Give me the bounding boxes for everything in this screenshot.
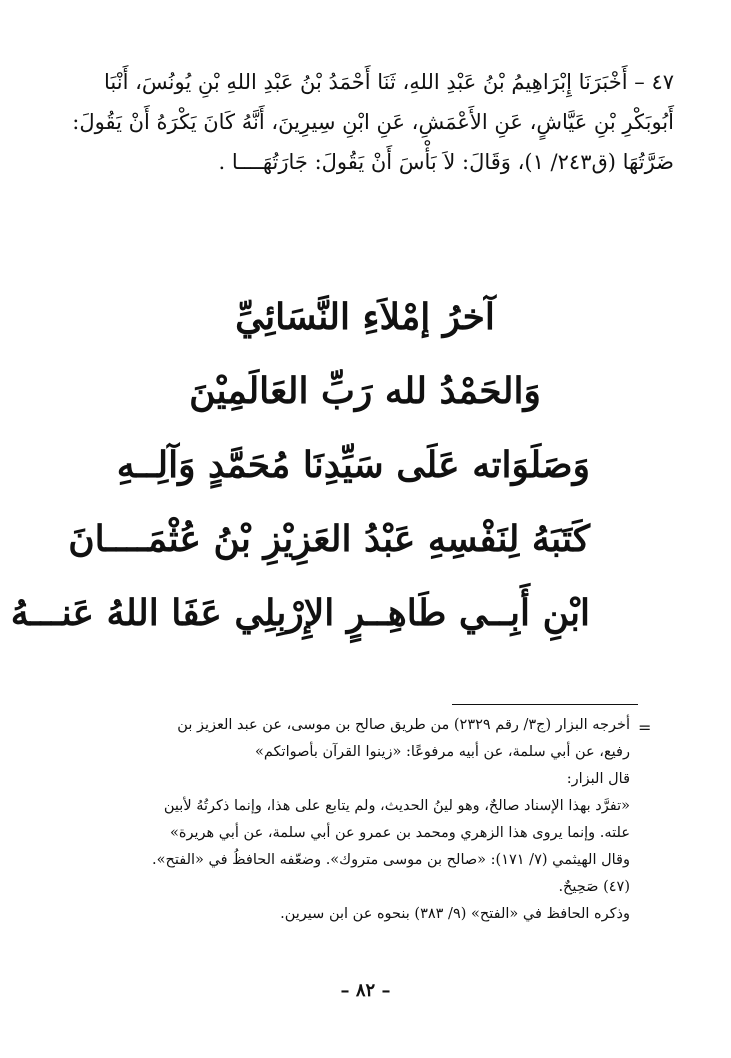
hadith-line-2: أَبُوبَكْرِ بْنِ عَيَّاشٍ، عَنِ الأَعْمَشِ، عَنِ ابْنِ سِيرِينَ، أَنَّهُ كَانَ يَكْرَهُ أَنْ يَقُولَ: (72, 110, 674, 134)
hadith-47-text (62, 62, 674, 182)
footnote-line: قال البزار: (566, 771, 630, 787)
colophon-line-1: آخرُ إمْلاَءِ النَّسَائِيِّ (235, 296, 495, 338)
footnote-line: وقال الهيثمي (٧/ ١٧١): «صالح بن موسى متروك». وضعّفه الحافظُ في «الفتح». (152, 852, 630, 868)
colophon-line-4: كَتَبَهُ لِنَفْسِهِ عَبْدُ العَزِيْزِ بْنُ عُثْمَــــانَ (68, 518, 590, 560)
footnotes (70, 712, 630, 928)
colophon-line-5: ابْنِ أَبِــي طَاهِــرٍ الإِرْبِلِي عَفَا اللهُ عَنـــهُ (10, 592, 590, 634)
footnote-line: وذكره الحافظ في «الفتح» (٩/ ٣٨٣) بنحوه عن ابن سيرين. (280, 906, 630, 922)
footnote-line: أخرجه البزار (ج٣/ رقم ٢٣٢٩) من طريق صالح بن موسى، عن عبد العزيز بن (177, 717, 630, 733)
footnote-line: رفيع، عن أبي سلمة، عن أبيه مرفوعًا: «زينوا القرآن بأصواتكم» (255, 744, 630, 760)
footnote-line: علته. وإنما يروى هذا الزهري ومحمد بن عمرو عن أبي سلمة، عن أبي هريرة» (170, 825, 630, 841)
colophon-line-2: وَالحَمْدُ لله رَبِّ العَالَمِيْنَ (189, 370, 541, 412)
hadith-line-3: ضَرَّتُهَا (ق٢٤٣/ ١)، وَقَالَ: لاَ بَأْسَ أَنْ يَقُولَ: جَارَتُهَــــا . (218, 150, 674, 174)
hadith-line-1: ٤٧ – أَخْبَرَنَا إِبْرَاهِيمُ بْنُ عَبْدِ اللهِ، ثَنَا أَحْمَدُ بْنُ عَبْدِ اللهِ بْنِ يُونُسَ، أَنْبَا (104, 70, 674, 94)
footnote-line: (٤٧) صَحِيحٌ. (558, 879, 630, 895)
footnote-continuation-marker: = (638, 718, 652, 737)
page-number: – ٨٢ – (340, 980, 391, 1001)
colophon (10, 280, 590, 650)
footnote-line: «تفرَّد بهذا الإسناد صالحٌ، وهو لينُ الحديث، ولم يتابع على هذا، وإنما ذكرتُهُ لأبين (163, 798, 630, 814)
colophon-line-3: وَصَلَوَاته عَلَى سَيِّدِنَا مُحَمَّدٍ وَآلِــهِ (116, 444, 590, 486)
footnote-separator (452, 704, 638, 705)
